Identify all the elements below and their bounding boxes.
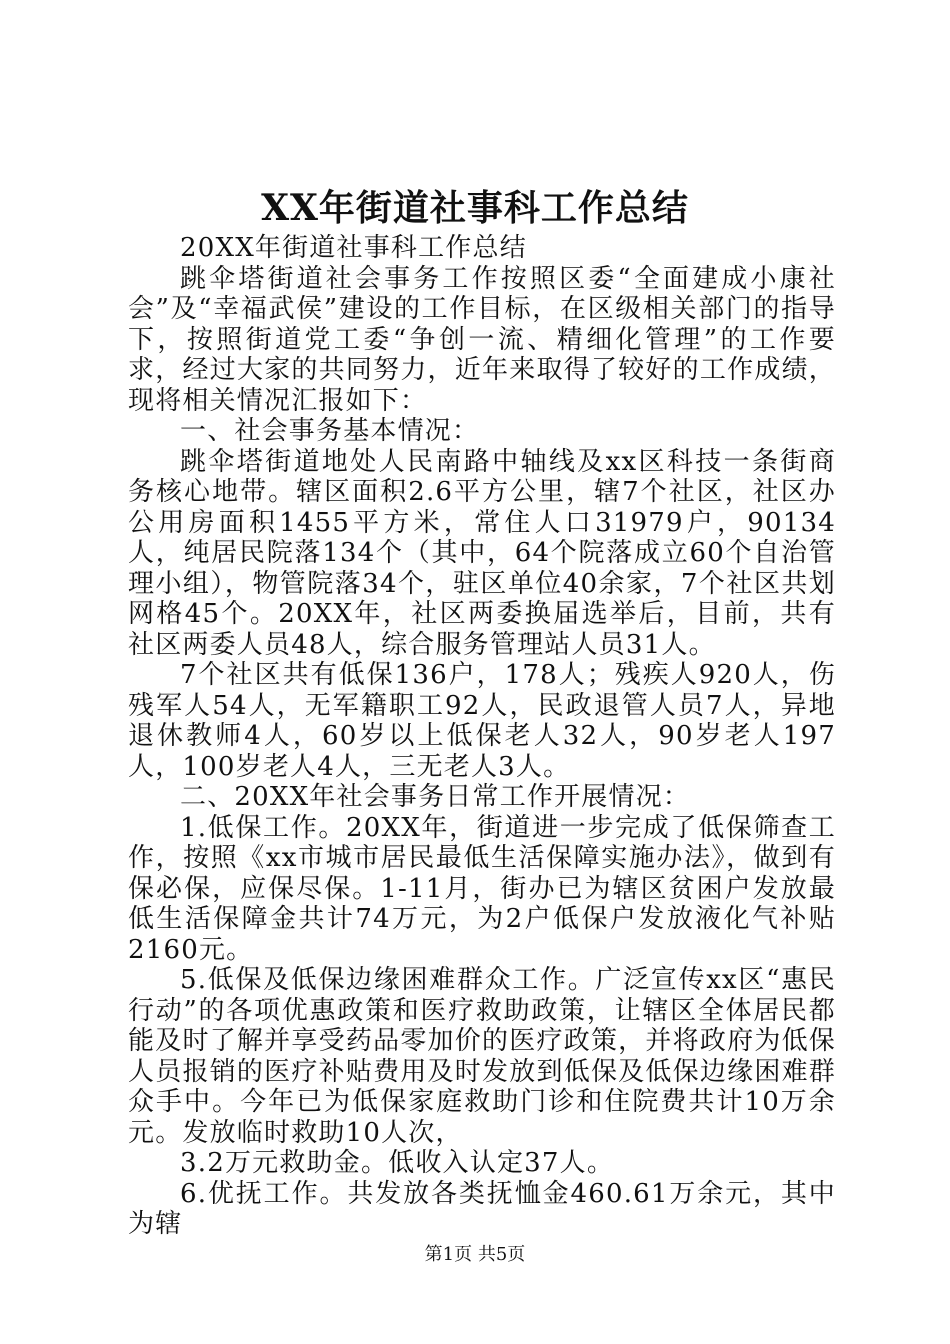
section-heading-2: 二、20XX年社会事务日常工作开展情况： xyxy=(180,782,691,812)
document-body xyxy=(128,233,836,1240)
paragraph-veteran-care: 6.优抚工作。共发放各类抚恤金460.61万余元，其中为辖 xyxy=(128,1178,836,1239)
paragraph-intro: 跳伞塔街道社会事务工作按照区委“全面建成小康社会”及“幸福武侯”建设的工作目标，在区级相关部门的指导下，按照街道党工委“争创一流、精细化管理”的工作要求，经过大家的共同努力，近年来取得了较好的工作成绩，现将相关情况汇报如下： xyxy=(128,263,836,416)
section-heading-1: 一、社会事务基本情况： xyxy=(180,416,480,446)
page-footer: 第1页 共5页 xyxy=(424,1244,526,1265)
paragraph-subtitle: 20XX年街道社事科工作总结 xyxy=(180,233,527,263)
paragraph-relief-fund: 3.2万元救助金。低收入认定37人。 xyxy=(180,1148,615,1178)
paragraph-population-stats: 7个社区共有低保136户，178人；残疾人920人，伤残军人54人，无军籍职工92人，民政退管人员7人，异地退休教师4人，60岁以上低保老人32人，90岁老人197人，100岁老人4人，三无老人3人。 xyxy=(128,660,836,782)
paragraph-district-overview: 跳伞塔街道地处人民南路中轴线及xx区科技一条街商务核心地带。辖区面积2.6平方公里，辖7个社区，社区办公用房面积1455平方米，常住人口31979户，90134人，纯居民院落134个（其中，64个院落成立60个自治管理小组），物管院落34个，驻区单位40余家，7个社区共划网格45个。20XX年，社区两委换届选举后，目前，共有社区两委人员48人，综合服务管理站人员31人。 xyxy=(128,446,836,660)
paragraph-subsistence-allowance: 1.低保工作。20XX年，街道进一步完成了低保筛查工作，按照《xx市城市居民最低生活保障实施办法》，做到有保必保，应保尽保。1-11月，街办已为辖区贫困户发放最低生活保障金共计74万元，为2户低保户发放液化气补贴2160元。 xyxy=(128,812,836,965)
page-title: XX年街道社事科工作总结 xyxy=(261,187,689,229)
paragraph-low-income-assistance: 5.低保及低保边缘困难群众工作。广泛宣传xx区“惠民行动”的各项优惠政策和医疗救助政策，让辖区全体居民都能及时了解并享受药品零加价的医疗政策，并将政府为低保人员报销的医疗补贴费用及时发放到低保及低保边缘困难群众手中。今年已为低保家庭救助门诊和住院费共计10万余元。发放临时救助10人次， xyxy=(128,965,836,1148)
